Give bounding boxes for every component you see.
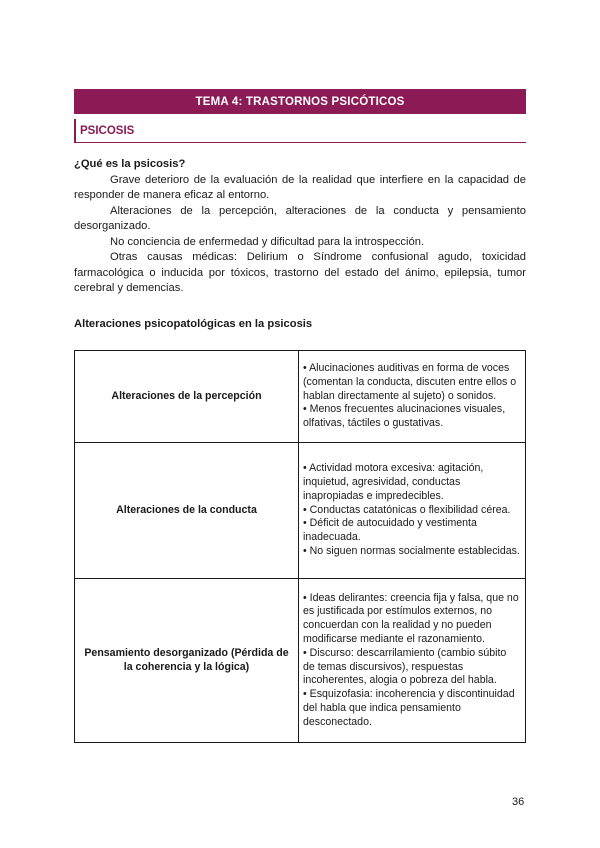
description-cell xyxy=(299,351,526,443)
intro-paragraph: No conciencia de enfermedad y dificultad para la introspección. xyxy=(110,235,425,248)
description-item: • Déficit de autocuidado y vestimenta inadecuada. xyxy=(303,517,477,544)
description-item: • Actividad motora excesiva: agitación, inquietud, agresividad, conductas inapropiadas e impredecibles. xyxy=(303,462,484,502)
intro-paragraph: Grave deterioro de la evaluación de la realidad que interfiere en la capacidad de responder de manera eficaz al entorno. xyxy=(74,173,526,201)
intro-question: ¿Qué es la psicosis? xyxy=(74,158,186,170)
table-title: Alteraciones psicopatológicas en la psicosis xyxy=(74,318,313,330)
intro-paragraph: Otras causas médicas: Delirium o Síndrome confusional agudo, toxicidad farmacológica o inducida por tóxicos, trastorno del estado del ánimo, epilepsia, tumor cerebral y demencias. xyxy=(74,251,526,294)
description-item: • Ideas delirantes: creencia fija y falsa, que no es justificada por estímulos externos, no concuerdan con la realidad y no pueden modificarse mediante el razonamiento. xyxy=(303,591,519,645)
table-row xyxy=(75,579,526,743)
category-cell: Alteraciones de la conducta xyxy=(75,443,299,579)
description-item: • Conductas catatónicas o flexibilidad cérea. xyxy=(303,503,511,516)
chapter-title: TEMA 4: TRASTORNOS PSICÓTICOS xyxy=(195,95,405,108)
description-cell xyxy=(299,579,526,743)
chapter-banner xyxy=(74,89,526,114)
intro-block xyxy=(74,157,526,297)
page-number: 36 xyxy=(512,796,525,808)
table-row xyxy=(75,443,526,579)
intro-paragraph: Alteraciones de la percepción, alteraciones de la conducta y pensamiento desorganizado. xyxy=(74,204,526,232)
description-item: • Menos frecuentes alucinaciones visuales, olfativas, táctiles o gustativas. xyxy=(303,403,506,430)
description-item: • Discurso: descarrilamiento (cambio súbito de temas discursivos), respuestas incoherentes, alogia o pobreza del habla. xyxy=(303,646,507,687)
section-heading xyxy=(74,119,526,143)
table-row xyxy=(75,351,526,443)
description-item: • No siguen normas socialmente establecidas. xyxy=(303,544,520,557)
description-item: • Esquizofasia: incoherencia y discontinuidad del habla que indica pensamiento desconectado. xyxy=(303,688,515,728)
description-cell xyxy=(299,443,526,579)
category-cell: Alteraciones de la percepción xyxy=(75,351,299,443)
category-cell: Pensamiento desorganizado (Pérdida de la coherencia y la lógica) xyxy=(75,579,299,743)
description-item: • Alucinaciones auditivas en forma de voces (comentan la conducta, discuten entre ellos o hablan directamente al sujeto) o sonidos. xyxy=(303,362,517,402)
psychopathology-table xyxy=(74,350,526,743)
section-title: PSICOSIS xyxy=(80,124,135,137)
